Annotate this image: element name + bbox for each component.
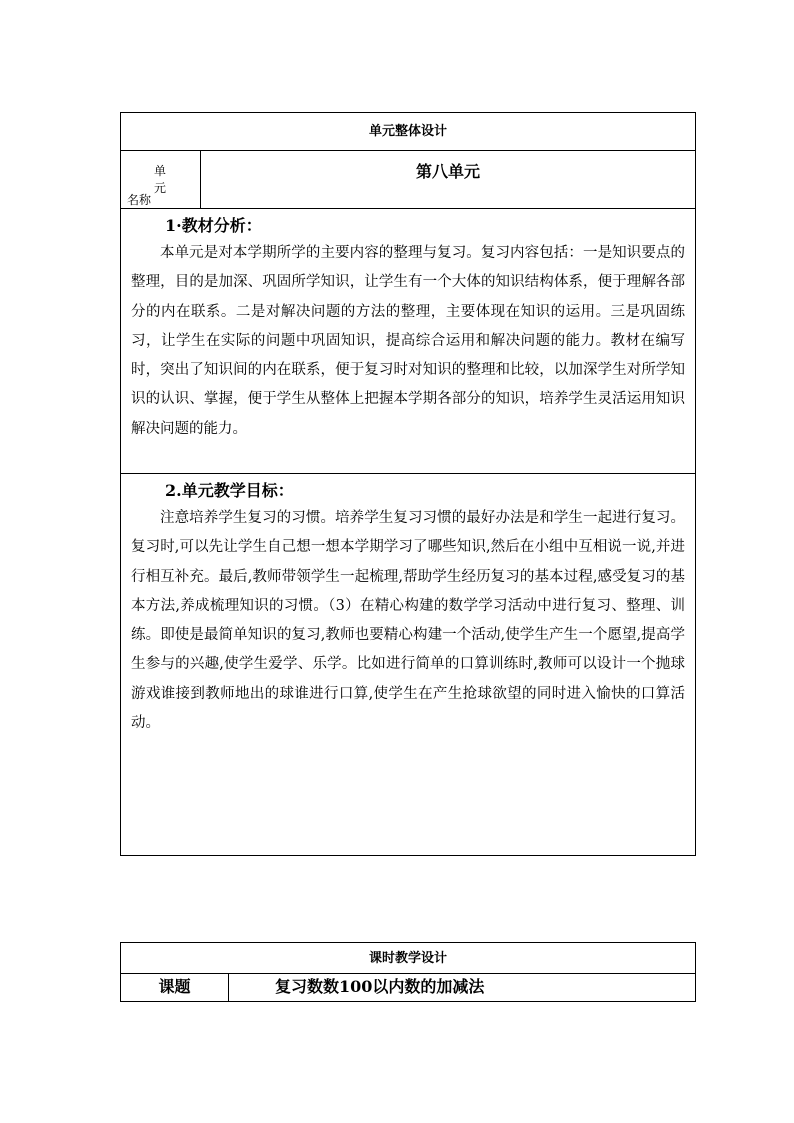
unit-name-label (121, 151, 201, 208)
unit-name-label-line1: 单元 (154, 164, 185, 195)
textbook-analysis-heading: 1·教材分析： (165, 216, 262, 235)
unit-name-value: 第八单元 (415, 162, 480, 181)
lesson-topic-row (121, 974, 695, 1001)
lesson-design-table (120, 942, 696, 1002)
lesson-topic-value: 复习数数100以内数的加减法 (275, 977, 485, 996)
unit-name-label-line2: 名称 (127, 193, 152, 207)
textbook-analysis-section (121, 209, 695, 474)
unit-name-row (121, 151, 695, 209)
unit-design-table (120, 112, 696, 856)
teaching-goals-body: 注意培养学生复习的习惯。培养学生复习习惯的最好办法是和学生一起进行复习。复习时,可以先让学生自己想一想本学期学习了哪些知识,然后在小组中互相说一说,并进行相互补充。最后,教师带领学生一起梳理,帮助学生经历复习的基本过程,感受复习的基本方法,养成梳理知识的习惯。（3）在精心构建的数学学习活动中进行复习、整理、训练。即使是最简单知识的复习,教师也要精心构建一个活动,使学生产生一个愿望,提高学生参与的兴趣,使学生爱学、乐学。比如进行简单的口算训练时,教师可以设计一个抛球游戏谁接到教师地出的球谁进行口算,使学生在产生抢球欲望的同时进入愉快的口算活动。 (131, 510, 685, 732)
lesson-topic-label: 课题 (121, 974, 229, 1001)
teaching-goals-heading: 2.单元教学目标： (165, 481, 294, 500)
lesson-table-title: 课时教学设计 (121, 943, 695, 974)
textbook-analysis-body: 本单元是对本学期所学的主要内容的整理与复习。复习内容包括：一是知识要点的整理，目的是加深、巩固所学知识，让学生有一个大体的知识结构体系，便于理解各部分的内在联系。二是对解决问题的方法的整理，主要体现在知识的运用。三是巩固练习，让学生在实际的问题中巩固知识，提高综合运用和解决问题的能力。教材在编写时，突出了知识间的内在联系，便于复习时对知识的整理和比较，以加深学生对所学知识的认识、掌握，便于学生从整体上把握本学期各部分的知识，培养学生灵活运用知识解决问题的能力。 (131, 245, 685, 437)
teaching-goals-section (121, 474, 695, 855)
unit-table-title: 单元整体设计 (121, 113, 695, 151)
